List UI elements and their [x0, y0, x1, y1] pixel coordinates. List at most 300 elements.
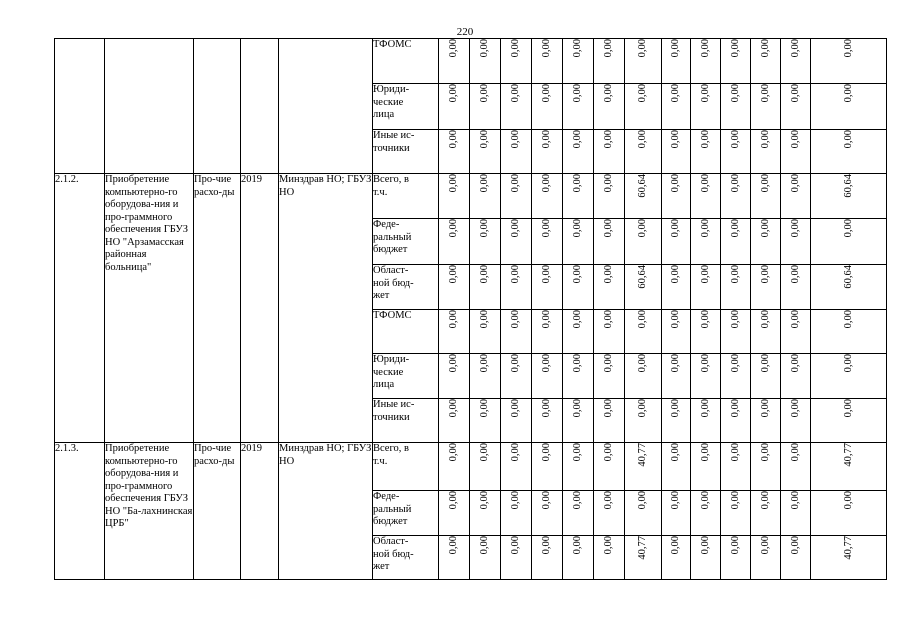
value-text: 0,00 — [729, 219, 741, 238]
value-text: 0,00 — [842, 354, 854, 373]
value-wrap — [811, 219, 886, 237]
value-cell — [811, 174, 887, 219]
value-wrap — [439, 130, 469, 148]
source-cell: ТФОМС — [373, 310, 439, 354]
value-text: 0,00 — [729, 399, 741, 418]
value-text: 0,00 — [789, 84, 801, 103]
value-cell — [532, 130, 563, 174]
value-wrap — [625, 399, 661, 417]
value-wrap — [662, 491, 690, 509]
value-wrap — [501, 399, 531, 417]
value-wrap — [691, 354, 720, 372]
value-wrap — [501, 174, 531, 192]
value-cell — [625, 399, 662, 443]
value-wrap — [751, 265, 780, 283]
value-text: 0,00 — [670, 130, 681, 149]
value-wrap — [625, 39, 661, 57]
value-text: 0,00 — [759, 443, 771, 462]
value-wrap — [662, 310, 690, 328]
value-text: 0,00 — [699, 130, 711, 149]
value-text: 0,00 — [729, 130, 741, 149]
value-wrap — [563, 84, 593, 102]
value-cell — [532, 310, 563, 354]
value-text: 0,00 — [479, 491, 490, 510]
value-text: 0,00 — [448, 219, 459, 238]
value-wrap — [532, 536, 562, 554]
value-wrap — [751, 174, 780, 192]
value-cell — [532, 443, 563, 491]
value-wrap — [781, 491, 810, 509]
value-wrap — [439, 491, 469, 509]
value-wrap — [563, 310, 593, 328]
value-cell — [470, 443, 501, 491]
value-wrap — [594, 354, 624, 372]
value-wrap — [691, 265, 720, 283]
value-wrap — [594, 130, 624, 148]
value-text: 0,00 — [572, 310, 583, 329]
value-text: 0,00 — [842, 84, 854, 103]
value-text: 0,00 — [789, 265, 801, 284]
value-cell — [594, 310, 625, 354]
value-cell — [563, 443, 594, 491]
value-cell — [470, 310, 501, 354]
value-cell — [751, 310, 781, 354]
value-text: 0,00 — [759, 310, 771, 329]
value-cell — [470, 84, 501, 130]
executor-cell: Минздрав НО; ГБУЗ НО — [279, 174, 373, 443]
value-text: 0,00 — [842, 399, 854, 418]
value-wrap — [721, 265, 750, 283]
value-wrap — [691, 443, 720, 461]
year-cell: 2019 — [241, 174, 279, 443]
value-text: 0,00 — [448, 174, 459, 193]
value-wrap — [439, 39, 469, 57]
value-cell — [563, 39, 594, 84]
value-wrap — [691, 130, 720, 148]
source-cell: Иные ис- точники — [373, 399, 439, 443]
value-text: 0,00 — [603, 219, 614, 238]
value-wrap — [691, 174, 720, 192]
value-wrap — [439, 354, 469, 372]
value-text: 0,00 — [510, 354, 521, 373]
value-cell — [501, 265, 532, 310]
value-text: 0,00 — [479, 174, 490, 193]
value-text: 0,00 — [603, 174, 614, 193]
value-cell — [811, 399, 887, 443]
value-cell — [811, 310, 887, 354]
value-text: 0,00 — [699, 265, 711, 284]
value-cell — [662, 354, 691, 399]
value-wrap — [594, 219, 624, 237]
value-cell — [501, 39, 532, 84]
value-text: 0,00 — [572, 399, 583, 418]
value-text: 60,64 — [637, 265, 648, 289]
value-text: 0,00 — [789, 536, 801, 555]
value-wrap — [662, 130, 690, 148]
value-cell — [781, 491, 811, 536]
value-cell — [594, 265, 625, 310]
value-text: 0,00 — [759, 265, 771, 284]
value-text: 0,00 — [479, 84, 490, 103]
value-cell — [532, 265, 563, 310]
value-text: 0,00 — [572, 84, 583, 103]
value-cell — [721, 130, 751, 174]
value-cell — [470, 219, 501, 265]
value-cell — [811, 84, 887, 130]
value-text: 0,00 — [699, 39, 711, 58]
value-text: 0,00 — [789, 491, 801, 510]
value-cell — [501, 536, 532, 580]
value-text: 0,00 — [448, 130, 459, 149]
value-cell — [751, 39, 781, 84]
value-text: 0,00 — [842, 310, 854, 329]
value-text: 0,00 — [448, 39, 459, 58]
value-cell — [721, 39, 751, 84]
value-wrap — [662, 39, 690, 57]
value-cell — [781, 354, 811, 399]
value-cell — [563, 491, 594, 536]
value-text: 0,00 — [603, 84, 614, 103]
value-wrap — [532, 39, 562, 57]
value-text: 0,00 — [729, 265, 741, 284]
value-wrap — [691, 39, 720, 57]
value-wrap — [721, 536, 750, 554]
value-cell — [811, 219, 887, 265]
value-cell — [691, 219, 721, 265]
value-text: 0,00 — [699, 84, 711, 103]
value-wrap — [501, 354, 531, 372]
value-wrap — [781, 354, 810, 372]
value-wrap — [721, 491, 750, 509]
value-cell — [470, 265, 501, 310]
value-wrap — [625, 174, 661, 198]
empty-cell — [55, 39, 105, 174]
value-cell — [781, 130, 811, 174]
value-cell — [594, 399, 625, 443]
source-cell: Всего, в т.ч. — [373, 174, 439, 219]
value-wrap — [691, 399, 720, 417]
value-wrap — [594, 84, 624, 102]
value-text: 0,00 — [510, 399, 521, 418]
value-wrap — [470, 536, 500, 554]
value-cell — [594, 84, 625, 130]
value-cell — [470, 174, 501, 219]
value-text: 0,00 — [572, 354, 583, 373]
value-wrap — [439, 443, 469, 461]
value-cell — [721, 310, 751, 354]
value-text: 0,00 — [729, 84, 741, 103]
value-text: 0,00 — [759, 174, 771, 193]
value-text: 0,00 — [448, 536, 459, 555]
value-text: 0,00 — [789, 399, 801, 418]
value-text: 0,00 — [670, 219, 681, 238]
value-text: 0,00 — [670, 443, 681, 462]
empty-cell — [194, 39, 241, 174]
value-text: 0,00 — [729, 443, 741, 462]
value-text: 0,00 — [510, 84, 521, 103]
value-wrap — [594, 443, 624, 461]
value-wrap — [781, 399, 810, 417]
value-wrap — [532, 174, 562, 192]
value-wrap — [501, 491, 531, 509]
value-text: 0,00 — [637, 399, 648, 418]
value-text: 0,00 — [603, 265, 614, 284]
value-wrap — [751, 399, 780, 417]
value-wrap — [662, 265, 690, 283]
value-cell — [691, 354, 721, 399]
value-text: 0,00 — [510, 536, 521, 555]
value-cell — [662, 491, 691, 536]
value-wrap — [470, 84, 500, 102]
value-wrap — [501, 443, 531, 461]
value-wrap — [691, 536, 720, 554]
value-wrap — [470, 354, 500, 372]
value-wrap — [751, 354, 780, 372]
value-text: 0,00 — [541, 443, 552, 462]
value-wrap — [781, 84, 810, 102]
value-text: 0,00 — [448, 84, 459, 103]
value-cell — [662, 265, 691, 310]
value-text: 0,00 — [759, 130, 771, 149]
value-wrap — [501, 265, 531, 283]
value-cell — [721, 491, 751, 536]
value-text: 0,00 — [479, 130, 490, 149]
value-cell — [781, 443, 811, 491]
value-cell — [662, 39, 691, 84]
value-cell — [721, 84, 751, 130]
value-text: 0,00 — [759, 491, 771, 510]
value-cell — [563, 354, 594, 399]
value-text: 0,00 — [572, 265, 583, 284]
value-wrap — [501, 219, 531, 237]
budget-table — [54, 38, 887, 580]
value-cell — [563, 219, 594, 265]
value-wrap — [751, 536, 780, 554]
value-text: 0,00 — [479, 399, 490, 418]
value-text: 0,00 — [541, 174, 552, 193]
value-text: 0,00 — [479, 265, 490, 284]
item-number-cell: 2.1.2. — [55, 174, 105, 443]
value-cell — [662, 130, 691, 174]
value-wrap — [563, 39, 593, 57]
value-wrap — [470, 443, 500, 461]
value-text: 0,00 — [670, 39, 681, 58]
value-text: 0,00 — [510, 39, 521, 58]
value-wrap — [594, 536, 624, 554]
value-cell — [501, 130, 532, 174]
value-cell — [594, 130, 625, 174]
value-cell — [439, 536, 470, 580]
value-cell — [532, 84, 563, 130]
value-wrap — [811, 265, 886, 289]
value-cell — [439, 399, 470, 443]
value-wrap — [721, 399, 750, 417]
value-wrap — [501, 536, 531, 554]
value-cell — [751, 84, 781, 130]
value-wrap — [532, 265, 562, 283]
value-cell — [594, 443, 625, 491]
value-text: 0,00 — [479, 354, 490, 373]
source-cell: Юриди- ческие лица — [373, 84, 439, 130]
value-cell — [691, 310, 721, 354]
value-text: 0,00 — [637, 310, 648, 329]
item-name-cell: Приобретение компьютерно-го оборудова-ния и про-граммного обеспечения ГБУЗ НО "Ба-лахнинская ЦРБ" — [105, 443, 194, 580]
value-wrap — [625, 219, 661, 237]
value-wrap — [691, 84, 720, 102]
value-wrap — [625, 130, 661, 148]
value-wrap — [532, 130, 562, 148]
value-text: 0,00 — [759, 536, 771, 555]
value-wrap — [751, 84, 780, 102]
value-wrap — [532, 399, 562, 417]
value-text: 0,00 — [603, 130, 614, 149]
empty-cell — [105, 39, 194, 174]
value-cell — [781, 219, 811, 265]
value-cell — [662, 219, 691, 265]
value-cell — [563, 310, 594, 354]
value-text: 0,00 — [670, 536, 681, 555]
value-cell — [532, 174, 563, 219]
value-cell — [594, 491, 625, 536]
value-wrap — [691, 219, 720, 237]
value-text: 0,00 — [789, 174, 801, 193]
value-text: 0,00 — [729, 536, 741, 555]
value-wrap — [594, 310, 624, 328]
value-wrap — [691, 310, 720, 328]
value-cell — [781, 310, 811, 354]
value-cell — [625, 443, 662, 491]
value-wrap — [751, 130, 780, 148]
value-text: 0,00 — [603, 536, 614, 555]
value-wrap — [781, 265, 810, 283]
value-text: 0,00 — [541, 310, 552, 329]
value-cell — [691, 491, 721, 536]
value-text: 0,00 — [842, 39, 854, 58]
value-wrap — [625, 84, 661, 102]
source-cell: ТФОМС — [373, 39, 439, 84]
value-wrap — [470, 265, 500, 283]
value-wrap — [625, 536, 661, 560]
value-wrap — [625, 265, 661, 289]
value-text: 0,00 — [572, 491, 583, 510]
value-cell — [751, 174, 781, 219]
value-cell — [439, 310, 470, 354]
value-text: 0,00 — [637, 491, 648, 510]
value-text: 0,00 — [637, 39, 648, 58]
value-text: 0,00 — [479, 310, 490, 329]
value-wrap — [532, 310, 562, 328]
value-wrap — [625, 310, 661, 328]
value-text: 0,00 — [729, 39, 741, 58]
value-text: 0,00 — [729, 174, 741, 193]
value-text: 40,77 — [637, 536, 648, 560]
value-cell — [691, 443, 721, 491]
value-wrap — [439, 219, 469, 237]
value-cell — [501, 399, 532, 443]
value-wrap — [721, 174, 750, 192]
value-wrap — [781, 130, 810, 148]
value-wrap — [781, 443, 810, 461]
value-cell — [625, 219, 662, 265]
value-cell — [470, 491, 501, 536]
value-cell — [751, 265, 781, 310]
value-text: 0,00 — [603, 443, 614, 462]
value-cell — [751, 536, 781, 580]
value-wrap — [751, 443, 780, 461]
value-wrap — [721, 219, 750, 237]
value-wrap — [811, 84, 886, 102]
expense-type-cell: Про-чие расхо-ды — [194, 174, 241, 443]
value-cell — [594, 354, 625, 399]
value-text: 0,00 — [448, 310, 459, 329]
value-text: 40,77 — [842, 443, 854, 467]
value-wrap — [470, 399, 500, 417]
value-wrap — [811, 174, 886, 198]
value-wrap — [532, 443, 562, 461]
value-text: 0,00 — [479, 219, 490, 238]
value-text: 0,00 — [541, 130, 552, 149]
value-wrap — [721, 443, 750, 461]
value-wrap — [691, 491, 720, 509]
value-wrap — [594, 399, 624, 417]
source-cell: Иные ис- точники — [373, 130, 439, 174]
value-wrap — [721, 84, 750, 102]
value-cell — [625, 39, 662, 84]
value-text: 0,00 — [789, 39, 801, 58]
table-body — [55, 39, 887, 580]
source-cell: Област- ной бюд- жет — [373, 536, 439, 580]
value-text: 0,00 — [699, 491, 711, 510]
value-cell — [439, 219, 470, 265]
value-wrap — [811, 354, 886, 372]
value-text: 40,77 — [842, 536, 854, 560]
value-cell — [563, 265, 594, 310]
value-cell — [501, 84, 532, 130]
value-cell — [594, 39, 625, 84]
value-wrap — [781, 536, 810, 554]
value-text: 0,00 — [759, 84, 771, 103]
value-text: 0,00 — [541, 491, 552, 510]
value-cell — [691, 536, 721, 580]
value-wrap — [751, 219, 780, 237]
value-cell — [501, 219, 532, 265]
empty-cell — [241, 39, 279, 174]
value-wrap — [751, 491, 780, 509]
value-cell — [563, 399, 594, 443]
table-row — [55, 174, 887, 219]
expense-type-cell: Про-чие расхо-ды — [194, 443, 241, 580]
value-wrap — [439, 174, 469, 192]
value-text: 0,00 — [510, 265, 521, 284]
value-text: 0,00 — [603, 354, 614, 373]
value-text: 0,00 — [670, 174, 681, 193]
value-cell — [439, 354, 470, 399]
value-cell — [662, 310, 691, 354]
value-cell — [811, 491, 887, 536]
value-wrap — [751, 39, 780, 57]
value-text: 0,00 — [603, 491, 614, 510]
value-text: 0,00 — [541, 354, 552, 373]
value-cell — [691, 399, 721, 443]
value-cell — [811, 39, 887, 84]
value-text: 0,00 — [510, 491, 521, 510]
value-wrap — [470, 174, 500, 192]
value-wrap — [563, 354, 593, 372]
item-number-cell: 2.1.3. — [55, 443, 105, 580]
value-cell — [721, 399, 751, 443]
value-cell — [470, 536, 501, 580]
value-wrap — [811, 443, 886, 467]
